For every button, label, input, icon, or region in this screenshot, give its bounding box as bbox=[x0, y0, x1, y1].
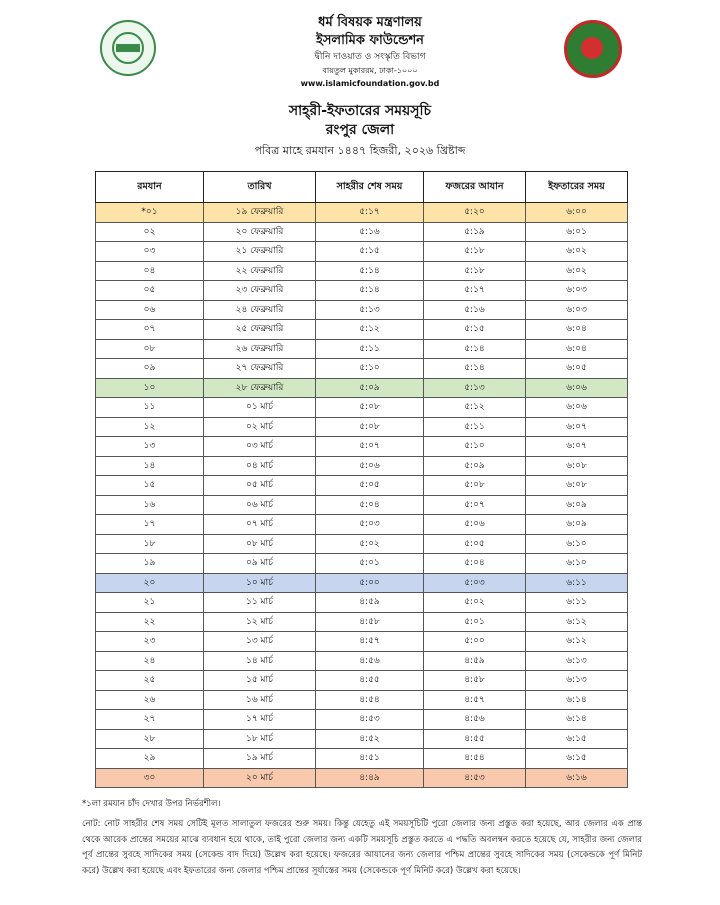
cell-iftar: ৬:১৫ bbox=[526, 749, 628, 769]
cell-sehri-end: ৫:১৪ bbox=[316, 281, 424, 301]
cell-iftar: ৬:০২ bbox=[526, 261, 628, 281]
cell-date: ০৮ মার্চ bbox=[204, 534, 316, 554]
cell-ramadan-day: ১৬ bbox=[96, 495, 204, 515]
table-row bbox=[96, 456, 628, 476]
table-row bbox=[96, 749, 628, 769]
cell-ramadan-day: ১৩ bbox=[96, 437, 204, 457]
explanatory-note: নোট: নোট সাহরীর শেষ সময় সেটিই মূলত সালাতুল ফজরের শুরু সময়। কিন্তু যেহেতু এই সময়সূচিটি পুরো জেলার জন্য প্রস্তুত করা হয়েছে, আর জেলার এক প্রান্ত থেকে আরেক প্রান্তের সময়ের মাঝে ব্যবধান হয়ে থাকে, তাই পুরো জেলার জন্য একটি সময়সূচি প্রস্তুত করতে এ পদ্ধতি অবলম্বন করতে হয়েছে যে, সাহরীর জন্য জেলার পূর্ব প্রান্তের সুবহে সাদিকের সময় (সেকেন্ড বাদ দিয়ে) উল্লেখ করা হয়েছে। ফজরের আযানের জন্য জেলার পশ্চিম প্রান্তের সুবহে সাদিকের সময় (সেকেন্ডকে পূর্ণ মিনিট করে) উল্লেখ করা হয়েছে এবং ইফতারের জন্য জেলার পশ্চিম প্রান্তের সূর্যাস্তের সময় (সেকেন্ডকে পূর্ণ মিনিট করে) উল্লেখ করা হয়েছে। bbox=[82, 819, 642, 876]
cell-iftar: ৬:১২ bbox=[526, 612, 628, 632]
address: বায়তুল মুকাররম, ঢাকা-১০০০ bbox=[322, 66, 418, 75]
islamic-foundation-logo bbox=[100, 20, 156, 76]
cell-ramadan-day: ১৮ bbox=[96, 534, 204, 554]
cell-ramadan-day: ১২ bbox=[96, 417, 204, 437]
website: www.islamicfoundation.gov.bd bbox=[300, 79, 440, 88]
cell-iftar: ৬:০৪ bbox=[526, 320, 628, 340]
header-iftar: ইফতারের সময় bbox=[526, 172, 628, 203]
cell-iftar: ৬:০৮ bbox=[526, 456, 628, 476]
cell-sehri-end: ৪:৪৯ bbox=[316, 768, 424, 788]
table-row bbox=[96, 768, 628, 788]
cell-ramadan-day: ১৫ bbox=[96, 476, 204, 496]
cell-date: ০৬ মার্চ bbox=[204, 495, 316, 515]
cell-date: ২৪ ফেব্রুয়ারি bbox=[204, 300, 316, 320]
cell-date: ১৯ ফেব্রুয়ারি bbox=[204, 203, 316, 223]
cell-ramadan-day: ২০ bbox=[96, 573, 204, 593]
cell-ramadan-day: ০৯ bbox=[96, 359, 204, 379]
table-row bbox=[96, 339, 628, 359]
cell-date: ০৩ মার্চ bbox=[204, 437, 316, 457]
cell-date: ১৫ মার্চ bbox=[204, 671, 316, 691]
cell-ramadan-day: ১৭ bbox=[96, 515, 204, 535]
cell-sehri-end: ৫:০২ bbox=[316, 534, 424, 554]
cell-fajr-azan: ৪:৫৬ bbox=[424, 710, 526, 730]
cell-fajr-azan: ৪:৫৫ bbox=[424, 729, 526, 749]
cell-iftar: ৬:০৯ bbox=[526, 515, 628, 535]
cell-ramadan-day: ২৫ bbox=[96, 671, 204, 691]
cell-sehri-end: ৫:১৫ bbox=[316, 242, 424, 262]
table-row bbox=[96, 534, 628, 554]
cell-sehri-end: ৫:১৩ bbox=[316, 300, 424, 320]
cell-fajr-azan: ৫:০৩ bbox=[424, 573, 526, 593]
header-ramadan: রমযান bbox=[96, 172, 204, 203]
cell-date: ০১ মার্চ bbox=[204, 398, 316, 418]
table-row bbox=[96, 417, 628, 437]
cell-date: ১৭ মার্চ bbox=[204, 710, 316, 730]
cell-sehri-end: ৫:০৬ bbox=[316, 456, 424, 476]
cell-sehri-end: ৫:০৯ bbox=[316, 378, 424, 398]
cell-fajr-azan: ৫:১৩ bbox=[424, 378, 526, 398]
cell-date: ০৯ মার্চ bbox=[204, 554, 316, 574]
cell-sehri-end: ৫:১৬ bbox=[316, 222, 424, 242]
cell-date: ২১ ফেব্রুয়ারি bbox=[204, 242, 316, 262]
cell-sehri-end: ৫:১১ bbox=[316, 339, 424, 359]
table-row bbox=[96, 612, 628, 632]
cell-fajr-azan: ৫:০০ bbox=[424, 632, 526, 652]
cell-sehri-end: ৪:৫৪ bbox=[316, 690, 424, 710]
table-row bbox=[96, 476, 628, 496]
page-title: সাহ্‌রী-ইফতারের সময়সূচি bbox=[288, 103, 432, 119]
cell-sehri-end: ৫:১৭ bbox=[316, 203, 424, 223]
cell-iftar: ৬:১১ bbox=[526, 573, 628, 593]
cell-ramadan-day: ২২ bbox=[96, 612, 204, 632]
cell-ramadan-day: ০৫ bbox=[96, 281, 204, 301]
cell-iftar: ৬:০৬ bbox=[526, 378, 628, 398]
table-body bbox=[96, 203, 628, 788]
cell-iftar: ৬:০৭ bbox=[526, 417, 628, 437]
cell-iftar: ৬:০৯ bbox=[526, 495, 628, 515]
cell-iftar: ৬:০৪ bbox=[526, 339, 628, 359]
cell-iftar: ৬:০৭ bbox=[526, 437, 628, 457]
cell-date: ০৫ মার্চ bbox=[204, 476, 316, 496]
cell-sehri-end: ৫:০৫ bbox=[316, 476, 424, 496]
cell-date: ২৮ ফেব্রুয়ারি bbox=[204, 378, 316, 398]
cell-date: ২২ ফেব্রুয়ারি bbox=[204, 261, 316, 281]
cell-fajr-azan: ৫:১১ bbox=[424, 417, 526, 437]
cell-sehri-end: ৫:০৭ bbox=[316, 437, 424, 457]
cell-fajr-azan: ৫:০৬ bbox=[424, 515, 526, 535]
cell-fajr-azan: ৫:১৫ bbox=[424, 320, 526, 340]
cell-date: ০২ মার্চ bbox=[204, 417, 316, 437]
cell-sehri-end: ৪:৫২ bbox=[316, 729, 424, 749]
cell-iftar: ৬:০৩ bbox=[526, 300, 628, 320]
cell-fajr-azan: ৫:১৬ bbox=[424, 300, 526, 320]
cell-fajr-azan: ৫:১৪ bbox=[424, 359, 526, 379]
cell-date: ২৫ ফেব্রুয়ারি bbox=[204, 320, 316, 340]
table-row bbox=[96, 573, 628, 593]
cell-iftar: ৬:০২ bbox=[526, 242, 628, 262]
header-sehri-end: সাহরীর শেষ সময় bbox=[316, 172, 424, 203]
cell-ramadan-day: ০২ bbox=[96, 222, 204, 242]
table-row bbox=[96, 729, 628, 749]
cell-fajr-azan: ৪:৫৭ bbox=[424, 690, 526, 710]
cell-iftar: ৬:১১ bbox=[526, 593, 628, 613]
cell-fajr-azan: ৫:০৮ bbox=[424, 476, 526, 496]
cell-ramadan-day: ১০ bbox=[96, 378, 204, 398]
cell-sehri-end: ৪:৫১ bbox=[316, 749, 424, 769]
table-row bbox=[96, 203, 628, 223]
cell-date: ১২ মার্চ bbox=[204, 612, 316, 632]
cell-ramadan-day: ১৪ bbox=[96, 456, 204, 476]
ramadan-schedule-table bbox=[95, 171, 628, 788]
cell-iftar: ৬:০০ bbox=[526, 203, 628, 223]
cell-iftar: ৬:১৫ bbox=[526, 729, 628, 749]
cell-sehri-end: ৫:০৪ bbox=[316, 495, 424, 515]
table-row bbox=[96, 651, 628, 671]
cell-iftar: ৬:০৩ bbox=[526, 281, 628, 301]
cell-iftar: ৬:১৪ bbox=[526, 710, 628, 730]
document-titles bbox=[0, 102, 720, 159]
cell-sehri-end: ৪:৫৩ bbox=[316, 710, 424, 730]
cell-iftar: ৬:০৫ bbox=[526, 359, 628, 379]
cell-ramadan-day: ২৬ bbox=[96, 690, 204, 710]
cell-sehri-end: ৫:১০ bbox=[316, 359, 424, 379]
cell-fajr-azan: ৪:৫৯ bbox=[424, 651, 526, 671]
cell-ramadan-day: ২৪ bbox=[96, 651, 204, 671]
cell-fajr-azan: ৫:১২ bbox=[424, 398, 526, 418]
cell-date: ১৩ মার্চ bbox=[204, 632, 316, 652]
cell-fajr-azan: ৫:১৮ bbox=[424, 242, 526, 262]
table-row bbox=[96, 242, 628, 262]
table-row bbox=[96, 437, 628, 457]
ministry-name: ধর্ম বিষয়ক মন্ত্রণালয় bbox=[318, 15, 422, 30]
cell-fajr-azan: ৫:১৮ bbox=[424, 261, 526, 281]
cell-iftar: ৬:১০ bbox=[526, 554, 628, 574]
cell-ramadan-day: ১৯ bbox=[96, 554, 204, 574]
cell-iftar: ৬:১৩ bbox=[526, 651, 628, 671]
table-row bbox=[96, 300, 628, 320]
cell-date: ০৪ মার্চ bbox=[204, 456, 316, 476]
cell-fajr-azan: ৪:৫৪ bbox=[424, 749, 526, 769]
cell-fajr-azan: ৪:৫৮ bbox=[424, 671, 526, 691]
header-fajr-azan: ফজরের আযান bbox=[424, 172, 526, 203]
cell-fajr-azan: ৫:১৪ bbox=[424, 339, 526, 359]
cell-date: ২০ মার্চ bbox=[204, 768, 316, 788]
cell-fajr-azan: ৫:০৫ bbox=[424, 534, 526, 554]
table-row bbox=[96, 261, 628, 281]
table-header-row bbox=[96, 172, 628, 203]
cell-sehri-end: ৫:০০ bbox=[316, 573, 424, 593]
cell-sehri-end: ৫:০৮ bbox=[316, 398, 424, 418]
letterhead bbox=[200, 14, 540, 90]
cell-date: ১৯ মার্চ bbox=[204, 749, 316, 769]
cell-ramadan-day: ২৯ bbox=[96, 749, 204, 769]
cell-iftar: ৬:১০ bbox=[526, 534, 628, 554]
cell-ramadan-day: *০১ bbox=[96, 203, 204, 223]
table-row bbox=[96, 671, 628, 691]
subtitle: পবিত্র মাহে রমযান ১৪৪৭ হিজরী, ২০২৬ খ্রিষ্টাব্দ bbox=[254, 144, 466, 157]
cell-date: ১৬ মার্চ bbox=[204, 690, 316, 710]
table-row bbox=[96, 378, 628, 398]
cell-sehri-end: ৫:১৪ bbox=[316, 261, 424, 281]
cell-ramadan-day: ১১ bbox=[96, 398, 204, 418]
cell-date: ১০ মার্চ bbox=[204, 573, 316, 593]
cell-sehri-end: ৪:৫৯ bbox=[316, 593, 424, 613]
cell-ramadan-day: ০৬ bbox=[96, 300, 204, 320]
table-row bbox=[96, 593, 628, 613]
cell-fajr-azan: ৫:১৭ bbox=[424, 281, 526, 301]
cell-iftar: ৬:১২ bbox=[526, 632, 628, 652]
cell-date: ২৭ ফেব্রুয়ারি bbox=[204, 359, 316, 379]
department-name: দ্বীনি দাওয়াত ও সংস্কৃতি বিভাগ bbox=[314, 52, 426, 62]
table-row bbox=[96, 710, 628, 730]
cell-date: ২০ ফেব্রুয়ারি bbox=[204, 222, 316, 242]
cell-sehri-end: ৫:০৩ bbox=[316, 515, 424, 535]
cell-sehri-end: ৪:৫৬ bbox=[316, 651, 424, 671]
cell-iftar: ৬:০৮ bbox=[526, 476, 628, 496]
cell-fajr-azan: ৫:০১ bbox=[424, 612, 526, 632]
cell-fajr-azan: ৪:৫৩ bbox=[424, 768, 526, 788]
cell-fajr-azan: ৫:০৭ bbox=[424, 495, 526, 515]
cell-iftar: ৬:১৬ bbox=[526, 768, 628, 788]
table-row bbox=[96, 495, 628, 515]
cell-sehri-end: ৪:৫৮ bbox=[316, 612, 424, 632]
cell-ramadan-day: ২১ bbox=[96, 593, 204, 613]
table-row bbox=[96, 554, 628, 574]
cell-iftar: ৬:১৩ bbox=[526, 671, 628, 691]
cell-fajr-azan: ৫:০২ bbox=[424, 593, 526, 613]
cell-sehri-end: ৫:১২ bbox=[316, 320, 424, 340]
cell-iftar: ৬:০১ bbox=[526, 222, 628, 242]
cell-ramadan-day: ০৮ bbox=[96, 339, 204, 359]
cell-ramadan-day: ২৮ bbox=[96, 729, 204, 749]
table-row bbox=[96, 398, 628, 418]
cell-ramadan-day: ০৪ bbox=[96, 261, 204, 281]
table-row bbox=[96, 281, 628, 301]
cell-date: ১৮ মার্চ bbox=[204, 729, 316, 749]
cell-iftar: ৬:০৬ bbox=[526, 398, 628, 418]
cell-ramadan-day: ০৩ bbox=[96, 242, 204, 262]
government-seal-logo bbox=[564, 20, 622, 78]
cell-sehri-end: ৪:৫৭ bbox=[316, 632, 424, 652]
table-row bbox=[96, 320, 628, 340]
cell-iftar: ৬:১৪ bbox=[526, 690, 628, 710]
cell-ramadan-day: ০৭ bbox=[96, 320, 204, 340]
cell-ramadan-day: ৩০ bbox=[96, 768, 204, 788]
district-title: রংপুর জেলা bbox=[325, 122, 395, 138]
cell-ramadan-day: ২৩ bbox=[96, 632, 204, 652]
table-row bbox=[96, 690, 628, 710]
cell-fajr-azan: ৫:২০ bbox=[424, 203, 526, 223]
cell-date: ২৩ ফেব্রুয়ারি bbox=[204, 281, 316, 301]
cell-ramadan-day: ২৭ bbox=[96, 710, 204, 730]
organization-name: ইসলামিক ফাউন্ডেশন bbox=[316, 33, 424, 48]
cell-date: ১১ মার্চ bbox=[204, 593, 316, 613]
header-date: তারিখ bbox=[204, 172, 316, 203]
cell-fajr-azan: ৫:১০ bbox=[424, 437, 526, 457]
cell-date: ০৭ মার্চ bbox=[204, 515, 316, 535]
cell-date: ১৪ মার্চ bbox=[204, 651, 316, 671]
footnote: *১লা রমযান চাঁদ দেখার উপর নির্ভরশীল। bbox=[82, 799, 221, 809]
table-row bbox=[96, 515, 628, 535]
cell-date: ২৬ ফেব্রুয়ারি bbox=[204, 339, 316, 359]
cell-fajr-azan: ৫:০৯ bbox=[424, 456, 526, 476]
table-row bbox=[96, 632, 628, 652]
table-row bbox=[96, 359, 628, 379]
cell-fajr-azan: ৫:০৪ bbox=[424, 554, 526, 574]
table-row bbox=[96, 222, 628, 242]
cell-sehri-end: ৪:৫৫ bbox=[316, 671, 424, 691]
cell-sehri-end: ৫:০১ bbox=[316, 554, 424, 574]
cell-fajr-azan: ৫:১৯ bbox=[424, 222, 526, 242]
cell-sehri-end: ৫:০৮ bbox=[316, 417, 424, 437]
